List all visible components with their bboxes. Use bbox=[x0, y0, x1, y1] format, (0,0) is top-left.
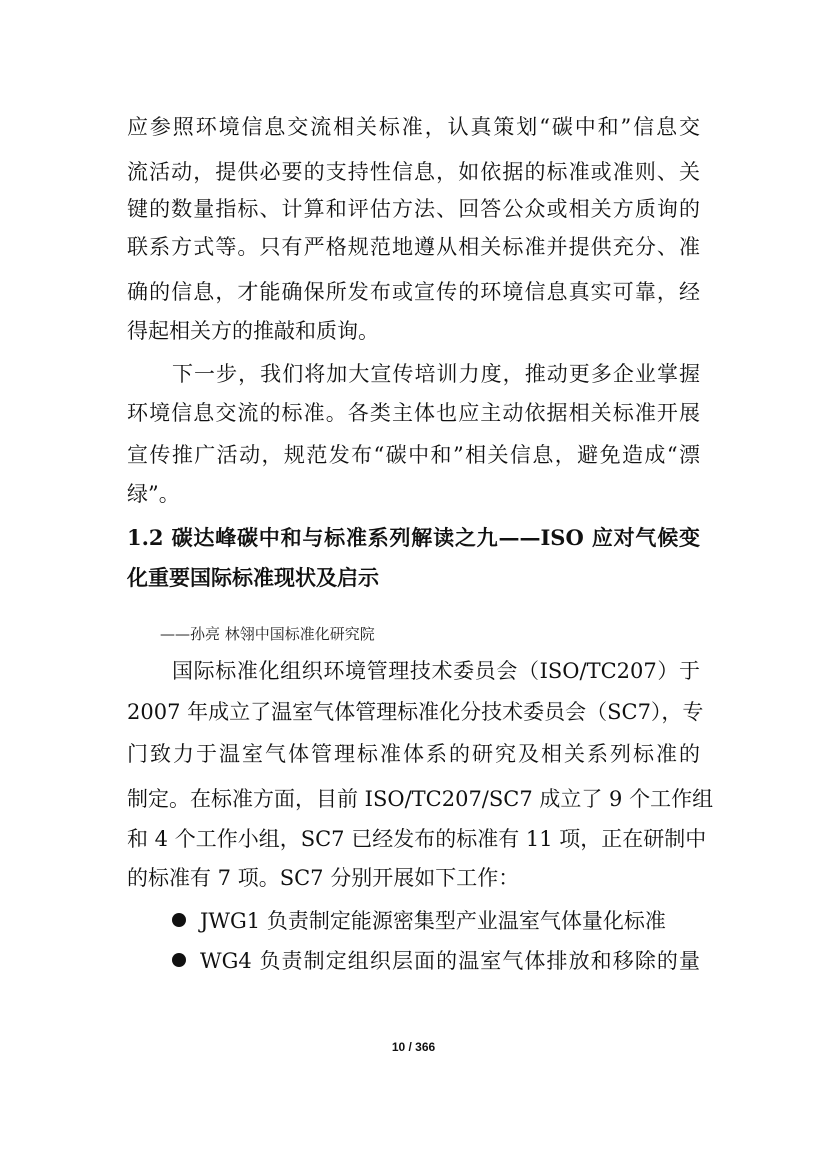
page-number: 10 / 366 bbox=[391, 1040, 436, 1054]
bullet-item bbox=[172, 946, 700, 976]
paragraph1-line-4: 联系方式等。只有严格规范地遵从相关标准并提供充分、准 bbox=[127, 235, 700, 259]
section-heading-line-1: 1.2 碳达峰碳中和与标准系列解读之九——ISO 应对气候变 bbox=[127, 525, 700, 550]
paragraph3-line-6: 的标准有 7 项。SC7 分别开展如下工作： bbox=[127, 866, 520, 890]
bullet-text: JWG1 负责制定能源密集型产业温室气体量化标准 bbox=[200, 909, 666, 933]
paragraph3-line-1: 国际标准化组织环境管理技术委员会（ISO/TC207）于 bbox=[172, 659, 700, 683]
bullet-item bbox=[172, 906, 700, 936]
paragraph2-line-1: 下一步，我们将加大宣传培训力度，推动更多企业掌握 bbox=[172, 362, 700, 386]
bullet-text: WG4 负责制定组织层面的温室气体排放和移除的量 bbox=[200, 949, 700, 973]
paragraph3-line-4: 制定。在标准方面，目前 ISO/TC207/SC7 成立了 9 个工作组 bbox=[127, 787, 714, 811]
paragraph2-line-2: 环境信息交流的标准。各类主体也应主动依据相关标准开展 bbox=[127, 401, 700, 425]
paragraph1-line-6: 得起相关方的推敲和质询。 bbox=[127, 319, 379, 343]
section-heading-line-2: 化重要国际标准现状及启示 bbox=[127, 565, 379, 590]
paragraph1-line-5: 确的信息，才能确保所发布或宣传的环境信息真实可靠，经 bbox=[127, 280, 700, 304]
paragraph3-line-3: 门致力于温室气体管理标准体系的研究及相关系列标准的 bbox=[127, 742, 700, 766]
bullet-dot-icon bbox=[172, 913, 186, 927]
paragraph1-line-1: 应参照环境信息交流相关标准，认真策划“碳中和”信息交 bbox=[127, 115, 700, 139]
paragraph2-line-3: 宣传推广活动，规范发布“碳中和”相关信息，避免造成“漂 bbox=[127, 443, 700, 467]
bullet-dot-icon bbox=[172, 953, 186, 967]
paragraph3-line-2: 2007 年成立了温室气体管理标准化分技术委员会（SC7），专 bbox=[127, 700, 704, 724]
paragraph1-line-2: 流活动，提供必要的支持性信息，如依据的标准或准则、关 bbox=[127, 160, 700, 184]
paragraph3-line-5: 和 4 个工作小组，SC7 已经发布的标准有 11 项，正在研制中 bbox=[127, 827, 707, 851]
author-line: ——孙亮 林翎中国标准化研究院 bbox=[160, 625, 375, 643]
paragraph1-line-3: 键的数量指标、计算和评估方法、回答公众或相关方质询的 bbox=[127, 197, 700, 221]
paragraph2-line-4: 绿”。 bbox=[127, 482, 180, 506]
